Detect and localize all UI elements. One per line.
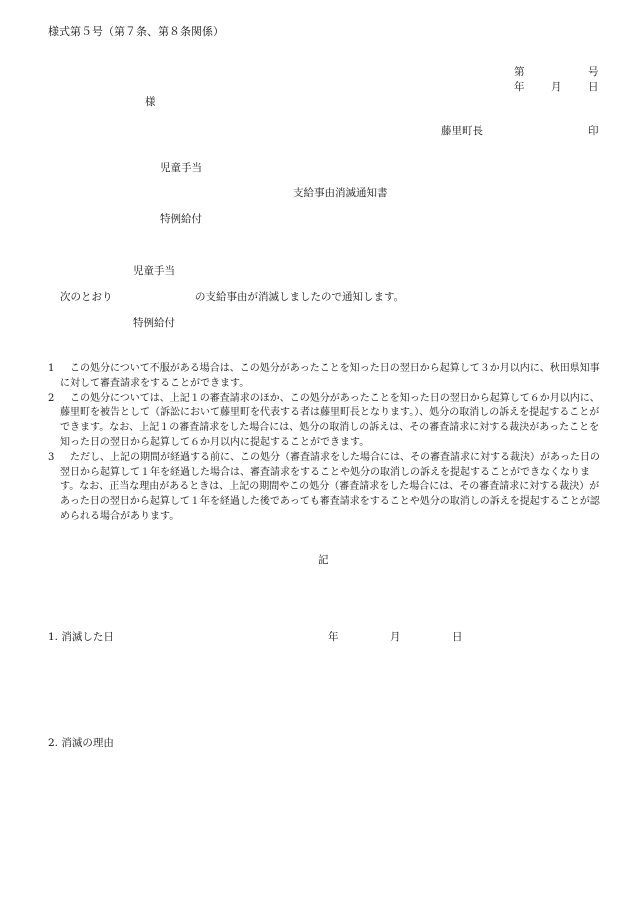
item-2-label: 2. 消滅の理由 [48, 737, 114, 749]
recipient-sama: 様 [145, 96, 156, 108]
seal-mark: 印 [588, 125, 599, 137]
note-3: 3 ただし、上記の期間が経過する前に、この処分（審査請求をした場合には、その審査請求に対する裁決）があった日の翌日から起算して１年を経過した場合は、審査請求をすることや処分の取消しの訴えを提起することができなくなります。なお、正当な理由があるときは、上記の期間やこの処分（審査請求をした場合には、その審査請求に対する裁決）があった日の翌日から起算して１年を経過した後であっても審査請求をすることや処分の取消しの訴えを提起することが認められる場合があります。 [48, 451, 600, 522]
date-year: 年 [514, 81, 525, 93]
item-1-day: 日 [452, 631, 463, 643]
date-day: 日 [588, 81, 599, 93]
note-1: 1 この処分について不服がある場合は、この処分があったことを知った日の翌日から起算して３か月以内に、秋田県知事に対して審査請求をすることができます。 [48, 363, 600, 389]
document-number-go: 号 [588, 66, 599, 78]
document-title: 支給事由消滅通知書 [293, 187, 388, 199]
body-prefix: 次のとおり [60, 291, 113, 303]
title-option-special-benefit: 特例給付 [160, 213, 202, 225]
body-option-child-allowance: 児童手当 [133, 265, 175, 277]
item-1-label: 1. 消滅した日 [48, 631, 114, 643]
title-option-child-allowance: 児童手当 [160, 162, 202, 174]
document-number-dai: 第 [514, 66, 525, 78]
appeal-notes [48, 362, 603, 525]
note-2: 2 この処分については、上記１の審査請求のほか、この処分があったことを知った日の翌日から起算して６か月以内に、藤里町を被告として（訴訟において藤里町を代表する者は藤里町長となります。）、処分の取消しの訴えを提起することができます。なお、上記１の審査請求をした場合には、処分の取消しの訴えは、その審査請求に対する裁決があったことを知った日の翌日から起算して６か月以内に提起することができます。 [48, 392, 600, 448]
ki-heading: 記 [318, 554, 329, 566]
form-number: 様式第５号（第７条、第８条関係） [48, 25, 224, 38]
body-suffix: の支給事由が消滅しましたので通知します。 [195, 291, 405, 303]
item-1-year: 年 [328, 631, 339, 643]
date-month: 月 [551, 81, 562, 93]
body-option-special-benefit: 特例給付 [133, 317, 175, 329]
issuer-name: 藤里町長 [441, 125, 483, 137]
item-1-month: 月 [390, 631, 401, 643]
